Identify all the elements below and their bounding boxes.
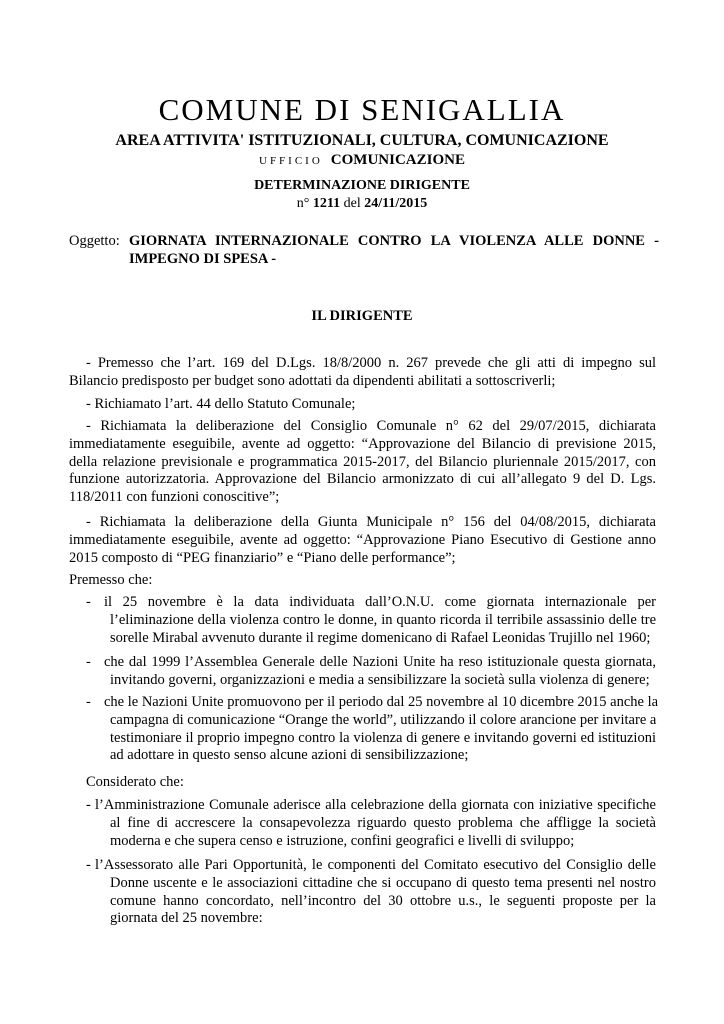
paragraph-line: immediatamente eseguibile, avente ad oggetto: “Approvazione Piano Esecutivo di Gestione anno (69, 531, 656, 548)
bullet-dash: - (86, 694, 91, 710)
item-line: il 25 novembre è la data individuata dall’O.N.U. come giornata internazionale per (104, 594, 656, 610)
bullet-dash: - (86, 857, 91, 873)
paragraph-line: - Richiamata la deliberazione della Giunta Municipale n° 156 del 04/08/2015, dichiarata (86, 514, 656, 530)
oggetto-line-1: GIORNATA INTERNAZIONALE CONTRO LA VIOLENZA ALLE DONNE - (129, 233, 659, 249)
premesso-item-body (104, 594, 656, 647)
paragraph-giunta (69, 514, 656, 567)
paragraph-line: - Premesso che l’art. 169 del D.Lgs. 18/8/2000 n. 267 prevede che gli atti di impegno sul (86, 355, 656, 371)
il-dirigente-heading: IL DIRIGENTE (311, 308, 413, 324)
item-line: giornata del 25 novembre: (110, 910, 263, 927)
bullet-dash: - (86, 797, 91, 813)
considerato-item-body (95, 857, 656, 928)
considerato-item-body (95, 797, 656, 850)
item-line: l’Amministrazione Comunale aderisce alla celebrazione della giornata con iniziative specifiche (95, 797, 656, 813)
item-line: campagna di comunicazione “Orange the world”, utilizzando il colore arancione per invitare a (110, 711, 657, 728)
paragraph-line: - Richiamato l’art. 44 dello Statuto Comunale; (86, 396, 356, 412)
del-word: del (343, 196, 361, 211)
paragraph-line: della relazione previsionale e programmatica 2015-2017, del Bilancio pluriennale 2015/2017, con (69, 453, 656, 470)
item-line: invitando governi, organizzazioni e media a sensibilizzare la società sulla violenza di genere; (110, 671, 650, 688)
oggetto-label: Oggetto: (69, 233, 120, 249)
num-prefix: n° (296, 196, 310, 211)
paragraph-line: funzione autorizzatoria. Approvazione del Bilancio armonizzato di cui all’allegato 9 del D. Lgs. (69, 471, 656, 488)
paragraph-statuto (69, 396, 656, 414)
date-value: 24/11/2015 (364, 196, 428, 211)
paragraph-line: - Richiamata la deliberazione del Consiglio Comunale n° 62 del 29/07/2015, dichiarata (86, 418, 656, 434)
item-line: testimoniare il proprio impegno contro la violenza di genere e invitando governi ed istituzioni (110, 729, 656, 746)
item-line: comune hanno concordato, nell’incontro del 30 ottobre u.s., le seguenti proposte per la (110, 892, 656, 909)
item-line: l’Assessorato alle Pari Opportunità, le componenti del Comitato esecutivo del Consiglio delle (95, 857, 656, 873)
premesso-che-heading (69, 572, 656, 590)
item-line: l’eliminazione della violenza contro le donne, in quanto ricorda il terribile assassinio delle tre (110, 611, 656, 628)
determinazione-number (0, 195, 724, 213)
determinazione-title: DETERMINAZIONE DIRIGENTE (254, 178, 470, 193)
ufficio-title (0, 150, 724, 171)
item-line: Donne uscente e le associazioni cittadine che si occupano di questo tema presenti nel nostro (110, 874, 656, 891)
oggetto-line-2: IMPEGNO DI SPESA - (129, 251, 277, 267)
item-line: che dal 1999 l’Assemblea Generale delle Nazioni Unite ha reso istituzionale questa giornata, (104, 654, 656, 670)
paragraph-line: 118/2011 con funzioni conoscitive”; (69, 489, 280, 506)
premesso-item-body (104, 654, 656, 690)
bullet-dash: - (86, 594, 91, 610)
comune-title: COMUNE DI SENIGALLIA (158, 92, 566, 127)
item-line: ad adottare in questo senso alcune azioni di sensibilizzazione; (110, 747, 469, 764)
item-line: al fine di accrescere la consapevolezza riguardo questo problema che affligge la società (110, 814, 656, 831)
considerato-che-label: Considerato che: (86, 774, 184, 790)
premesso-item-body (104, 694, 659, 765)
area-title: AREA ATTIVITA' ISTITUZIONALI, CULTURA, COMUNICAZIONE (115, 132, 609, 149)
ufficio-name: COMUNICAZIONE (330, 152, 465, 168)
paragraph-consiglio (69, 418, 656, 507)
considerato-che-heading (86, 774, 656, 792)
ufficio-prefix: UFFICIO (259, 155, 323, 167)
item-line: moderna e che supera censo e istruzione, confini geografici e livelli di sviluppo; (110, 832, 575, 849)
item-line: sorelle Mirabal avvenuto durante il regime domenicano di Rafael Leonidas Trujillo nel 1960; (110, 629, 651, 646)
num-value: 1211 (312, 196, 341, 211)
paragraph-line: immediatamente eseguibile, avente ad oggetto: “Approvazione del Bilancio di previsione 2015, (69, 435, 656, 452)
premesso-che-label: Premesso che: (69, 572, 153, 588)
paragraph-premesso-art169 (69, 355, 656, 391)
paragraph-line: Bilancio predisposto per budget sono adottati da dipendenti abilitati a sottoscriverli; (69, 372, 556, 389)
paragraph-line: 2015 composto di “PEG finanziario” e “Piano delle performance”; (69, 549, 456, 566)
bullet-dash: - (86, 654, 91, 670)
item-line: che le Nazioni Unite promuovono per il periodo dal 25 novembre al 10 dicembre 2015 anche la (104, 694, 659, 710)
